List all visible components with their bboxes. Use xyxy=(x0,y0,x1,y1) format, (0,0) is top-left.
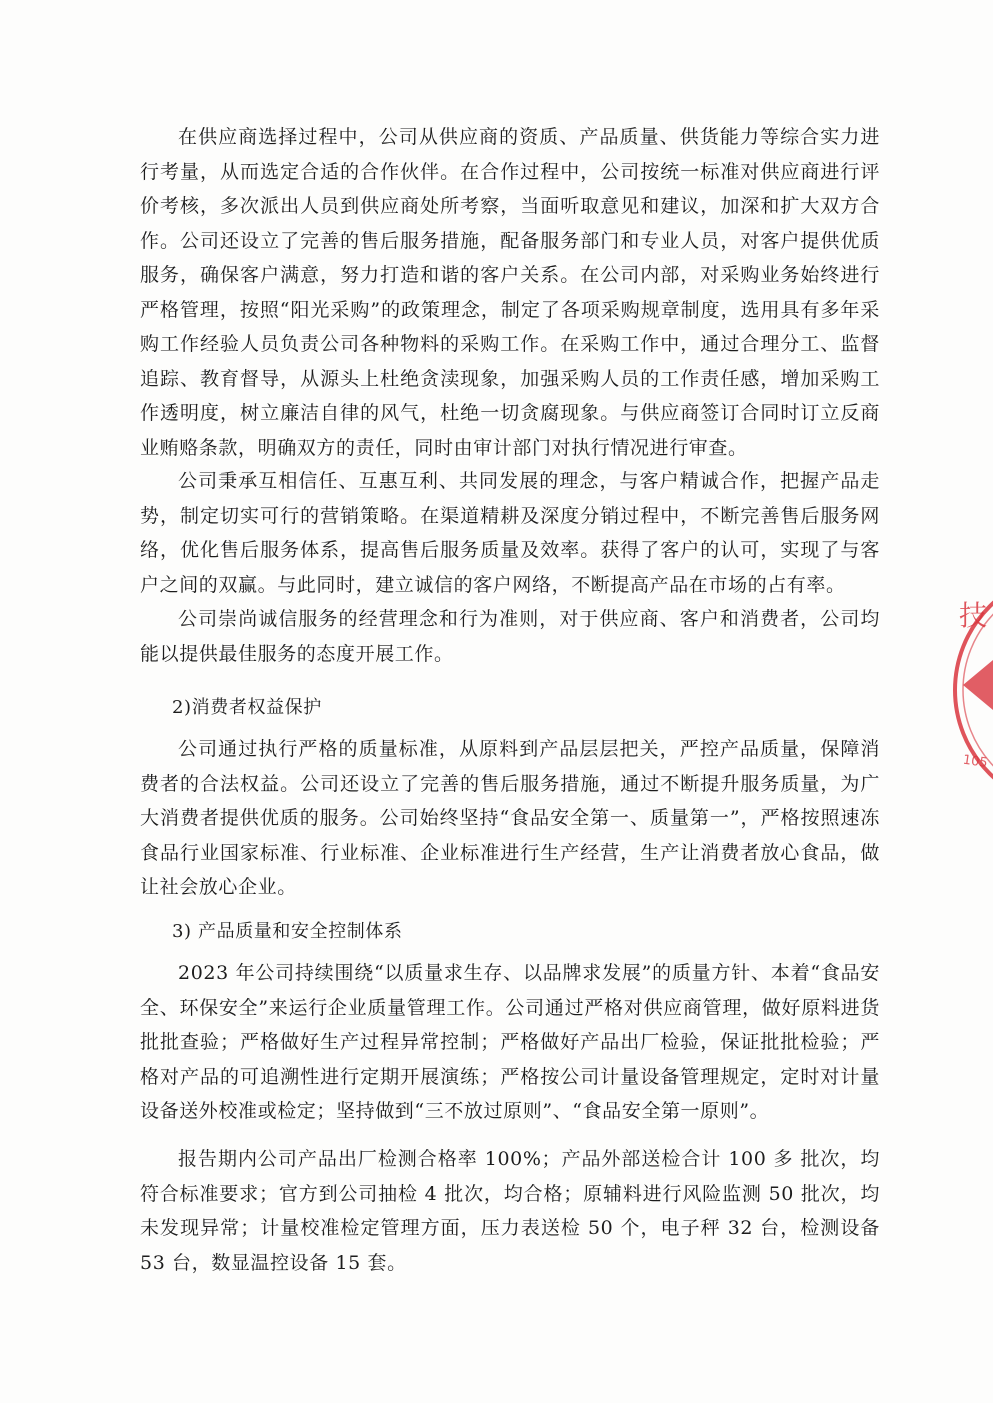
svg-text:技: 技 xyxy=(959,599,988,632)
paragraph-integrity-service: 公司崇尚诚信服务的经营理念和行为准则，对于供应商、客户和消费者，公司均能以提供最佳服务的态度开展工作。 xyxy=(140,608,880,665)
paragraph-supplier-selection: 在供应商选择过程中，公司从供应商的资质、产品质量、供货能力等综合实力进行考量，从而选定合适的合作伙伴。在合作过程中，公司按统一标准对供应商进行评价考核，多次派出人员到供应商处所考察，当面听取意见和建议，加深和扩大双方合作。公司还设立了完善的售后服务措施，配备服务部门和专业人员，对客户提供优质服务，确保客户满意，努力打造和谐的客户关系。在公司内部，对采购业务始终进行严格管理，按照“阳光采购”的政策理念，制定了各项采购规章制度，选用具有多年采购工作经验人员负责公司各种物料的采购工作。在采购工作中，通过合理分工、监督追踪、教育督导，从源头上杜绝贪渎现象，加强采购人员的工作责任感，增加采购工作透明度，树立廉洁自律的风气，杜绝一切贪腐现象。与供应商签订合同时订立反商业贿赂条款，明确双方的责任，同时由审计部门对执行情况进行审查。 xyxy=(140,126,880,459)
seal-stamp-graphic xyxy=(953,560,993,820)
paragraph-customer-cooperation: 公司秉承互相信任、互惠互利、共同发展的理念，与客户精诚合作，把握产品走势，制定切实可行的营销策略。在渠道精耕及深度分销过程中，不断完善售后服务网络，优化售后服务体系，提高售后服务质量及效率。获得了客户的认可，实现了与客户之间的双赢。与此同时，建立诚信的客户网络，不断提高产品在市场的占有率。 xyxy=(140,470,880,596)
red-seal-stamp xyxy=(953,560,993,820)
section-heading-consumer-rights: 2)消费者权益保护 xyxy=(172,697,322,718)
paragraph-consumer-rights: 公司通过执行严格的质量标准，从原料到产品层层把关，严控产品质量，保障消费者的合法权益。公司还设立了完善的售后服务措施，通过不断提升服务质量，为广大消费者提供优质的服务。公司始终坚持“食品安全第一、质量第一”，严格按照速冻食品行业国家标准、行业标准、企业标准进行生产经营，生产让消费者放心食品，做让社会放心企业。 xyxy=(140,738,880,898)
paragraph-quality-policy: 2023 年公司持续围绕“以质量求生存、以品牌求发展”的质量方针、本着“食品安全、环保安全”来运行企业质量管理工作。公司通过严格对供应商管理，做好原料进货批批查验；严格做好生产过程异常控制；严格做好产品出厂检验，保证批批检验；严格对产品的可追溯性进行定期开展演练；严格按公司计量设备管理规定，定时对计量设备送外校准或检定；坚持做到“三不放过原则”、“食品安全第一原则”。 xyxy=(140,962,880,1122)
section-heading-quality-system: 3) 产品质量和安全控制体系 xyxy=(172,921,403,942)
svg-text:105: 105 xyxy=(961,752,989,771)
paragraph-inspection-results: 报告期内公司产品出厂检测合格率 100%；产品外部送检合计 100 多 批次，均符合标准要求；官方到公司抽检 4 批次，均合格；原辅料进行风险监测 50 批次，均未发现异常；计量校准检定管理方面，压力表送检 50 个，电子秤 32 台，检测设备 53 台，数显温控设备 15 套。 xyxy=(140,1148,880,1274)
